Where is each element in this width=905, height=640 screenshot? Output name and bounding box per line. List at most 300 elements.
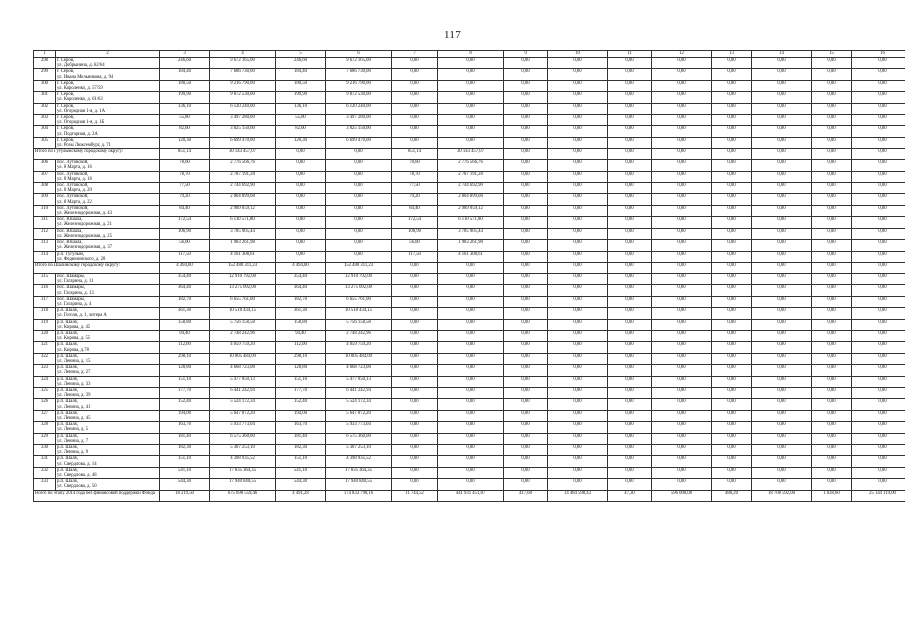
value-cell: 0,00: [608, 171, 652, 182]
value-cell: 2 748 242,96: [326, 330, 392, 341]
value-cell: 0,00: [504, 149, 548, 160]
value-cell: 0,00: [608, 92, 652, 103]
value-cell: 0,00: [548, 240, 608, 251]
value-cell: 0,00: [852, 262, 905, 273]
value-cell: 0,00: [548, 115, 608, 126]
value-cell: 0,00: [752, 183, 812, 194]
address-cell: [56, 399, 160, 410]
street-address: ул. Ленина, д. 15: [57, 358, 91, 364]
value-cell: 0,00: [608, 319, 652, 330]
value-cell: 0,00: [852, 399, 905, 410]
value-cell: 0,00: [608, 69, 652, 80]
value-cell: 0,00: [652, 240, 712, 251]
value-cell: 0,00: [752, 387, 812, 398]
value-cell: 112,00: [276, 342, 326, 353]
value-cell: 11 744,52: [392, 490, 438, 501]
value-cell: 0,00: [504, 251, 548, 262]
value-cell: 0,00: [812, 69, 852, 80]
value-cell: 82,60: [160, 126, 210, 137]
value-cell: 5 756 158,58: [210, 319, 276, 330]
value-cell: 0,00: [812, 160, 852, 171]
value-cell: 0,00: [752, 126, 812, 137]
address-cell: [56, 171, 160, 182]
value-cell: 0,00: [608, 342, 652, 353]
table-row: [34, 273, 905, 284]
value-cell: 298,10: [276, 353, 326, 364]
value-cell: 0,00: [852, 285, 905, 296]
value-cell: 163,70: [160, 422, 210, 433]
settlement-name: р.п. Шаля,: [57, 445, 78, 450]
settlement-name: г. Серов,: [57, 137, 75, 143]
value-cell: 0,00: [752, 58, 812, 69]
street-address: ул. Кирова, д. 45: [57, 324, 91, 330]
value-cell: 0,00: [852, 273, 905, 284]
value-cell: 136,10: [276, 103, 326, 114]
value-cell: 0,00: [548, 183, 608, 194]
table-row: [34, 342, 905, 353]
value-cell: 0,00: [504, 115, 548, 126]
table-row: [34, 80, 905, 91]
value-cell: 0,00: [652, 58, 712, 69]
value-cell: 0,00: [548, 205, 608, 216]
value-cell: 18 708 592,00: [752, 490, 812, 501]
value-cell: 0,00: [752, 445, 812, 456]
value-cell: 151,10: [160, 376, 210, 387]
value-cell: 0,00: [326, 251, 392, 262]
value-cell: 3 785 905,44: [438, 228, 504, 239]
page-number: 117: [444, 29, 461, 41]
address-cell: [56, 445, 160, 456]
value-cell: 0,00: [608, 262, 652, 273]
value-cell: 106,90: [392, 228, 438, 239]
column-number-header: 8: [438, 51, 504, 58]
value-cell: 364,40: [276, 285, 326, 296]
value-cell: 0,00: [752, 285, 812, 296]
settlement-name: р.п. Шаля,: [57, 319, 78, 325]
value-cell: 6 575 360,00: [326, 433, 392, 444]
value-cell: 0,00: [852, 410, 905, 421]
value-cell: 0,00: [812, 422, 852, 433]
value-cell: 10 518 434,15: [326, 308, 392, 319]
value-cell: 0,00: [712, 262, 752, 273]
value-cell: 0,00: [752, 422, 812, 433]
value-cell: 0,00: [712, 92, 752, 103]
value-cell: 0,00: [852, 69, 905, 80]
value-cell: 0,00: [652, 479, 712, 490]
value-cell: 0,00: [812, 456, 852, 467]
street-address: ул. 8 Марта, д. 16: [57, 165, 92, 171]
value-cell: 0,00: [326, 228, 392, 239]
value-cell: 6 110 571,80: [210, 217, 276, 228]
value-cell: 0,00: [812, 365, 852, 376]
value-cell: 0,00: [504, 467, 548, 478]
value-cell: 0,00: [712, 433, 752, 444]
street-address: ул. Железнодорожная, д. 43: [57, 211, 112, 217]
settlement-name: г. Серов,: [57, 103, 75, 109]
value-cell: 194,00: [160, 410, 210, 421]
value-cell: 2 787 191,28: [210, 171, 276, 182]
row-number: 307: [34, 171, 56, 182]
address-cell: [56, 319, 160, 330]
settlement-name: г. Серов,: [57, 92, 75, 98]
value-cell: 0,00: [712, 273, 752, 284]
value-cell: 0,00: [608, 353, 652, 364]
value-cell: 3 497 280,00: [326, 115, 392, 126]
settlement-name: р.п. Шаля,: [57, 376, 78, 382]
value-cell: 0,00: [752, 149, 812, 160]
value-cell: 4 059 759,20: [210, 342, 276, 353]
column-number-header: 15: [812, 51, 852, 58]
value-cell: 0,00: [392, 399, 438, 410]
address-cell: [56, 285, 160, 296]
address-cell: [56, 467, 160, 478]
value-cell: 0,00: [752, 273, 812, 284]
value-cell: 0,00: [392, 342, 438, 353]
value-cell: 0,00: [608, 58, 652, 69]
value-cell: 0,00: [392, 467, 438, 478]
value-cell: 12 910 792,00: [326, 273, 392, 284]
value-cell: 2 744 692,90: [438, 183, 504, 194]
value-cell: 0,00: [504, 228, 548, 239]
value-cell: 0,00: [326, 240, 392, 251]
value-cell: 0,00: [608, 137, 652, 148]
value-cell: 56,00: [392, 240, 438, 251]
value-cell: 0,00: [276, 217, 326, 228]
value-cell: 0,00: [812, 445, 852, 456]
address-cell: [56, 217, 160, 228]
value-cell: 0,00: [852, 205, 905, 216]
row-number: 321: [34, 342, 56, 353]
value-cell: 0,00: [438, 456, 504, 467]
value-cell: 0,00: [652, 467, 712, 478]
address-cell: [56, 433, 160, 444]
value-cell: 0,00: [276, 160, 326, 171]
value-cell: 0,00: [652, 319, 712, 330]
value-cell: 30 143 457,07: [210, 149, 276, 160]
address-cell: [56, 115, 160, 126]
value-cell: 544,30: [276, 479, 326, 490]
table-row: [34, 194, 905, 205]
value-cell: 106,90: [160, 228, 210, 239]
row-number: 313: [34, 240, 56, 251]
settlement-name: пос. Шамары,: [57, 273, 85, 279]
value-cell: 0,00: [438, 58, 504, 69]
row-number: 324: [34, 376, 56, 387]
value-cell: 5 307 253,10: [326, 445, 392, 456]
settlement-name: г. Серов,: [57, 69, 75, 75]
value-cell: 0,00: [608, 445, 652, 456]
value-cell: 0,00: [548, 126, 608, 137]
value-cell: 0,00: [752, 319, 812, 330]
value-cell: 0,00: [712, 183, 752, 194]
column-number-header: 14: [752, 51, 812, 58]
value-cell: 0,00: [504, 205, 548, 216]
value-cell: 9 672 165,00: [326, 58, 392, 69]
value-cell: 0,00: [392, 376, 438, 387]
street-address: ул. Федюнинского, д. 28: [57, 256, 106, 262]
value-cell: 0,00: [752, 479, 812, 490]
row-number: 319: [34, 319, 56, 330]
value-cell: 199,90: [276, 92, 326, 103]
value-cell: 0,00: [812, 410, 852, 421]
value-cell: 0,00: [548, 103, 608, 114]
row-number: 323: [34, 365, 56, 376]
value-cell: 0,00: [852, 217, 905, 228]
table-row: [34, 376, 905, 387]
value-cell: 0,00: [752, 240, 812, 251]
value-cell: 0,00: [652, 69, 712, 80]
value-cell: 78,70: [160, 171, 210, 182]
settlement-name: пос. Шамары,: [57, 285, 85, 291]
value-cell: 7 686 730,00: [326, 69, 392, 80]
value-cell: 0,00: [812, 308, 852, 319]
value-cell: 0,00: [652, 273, 712, 284]
street-address: ул. Железнодорожная, д. 37: [57, 245, 112, 251]
value-cell: 0,00: [504, 273, 548, 284]
value-cell: 0,00: [752, 399, 812, 410]
value-cell: 0,00: [812, 171, 852, 182]
table-row: [34, 296, 905, 307]
table-row: [34, 103, 905, 114]
value-cell: 0,00: [504, 194, 548, 205]
value-cell: 675 698 559,46: [210, 490, 276, 501]
value-cell: 0,00: [712, 103, 752, 114]
value-cell: 0,00: [652, 285, 712, 296]
value-cell: 0,00: [438, 285, 504, 296]
value-cell: 0,00: [712, 251, 752, 262]
value-cell: 0,00: [504, 80, 548, 91]
address-cell: [56, 103, 160, 114]
value-cell: 10 805 484,09: [210, 353, 276, 364]
value-cell: 0,00: [712, 467, 752, 478]
row-number: 328: [34, 422, 56, 433]
address-cell: [56, 330, 160, 341]
address-cell: [56, 365, 160, 376]
street-address: ул. Ленина, д. 27: [57, 370, 91, 376]
value-cell: 0,00: [752, 467, 812, 478]
row-number: 302: [34, 103, 56, 114]
table-row: [34, 422, 905, 433]
value-cell: 9 672 165,00: [210, 58, 276, 69]
value-cell: 78,60: [160, 160, 210, 171]
table-row: [34, 137, 905, 148]
value-cell: 4 491,28: [276, 490, 326, 501]
value-cell: 0,00: [548, 433, 608, 444]
value-cell: 128,80: [160, 365, 210, 376]
value-cell: 0,00: [438, 273, 504, 284]
value-cell: 0,00: [852, 103, 905, 114]
value-cell: 5 756 158,58: [326, 319, 392, 330]
value-cell: 0,00: [608, 387, 652, 398]
value-cell: 0,00: [326, 171, 392, 182]
address-cell: [56, 194, 160, 205]
settlement-name: пос. Шамары,: [57, 296, 85, 302]
value-cell: 0,00: [326, 205, 392, 216]
value-cell: 0,00: [712, 69, 752, 80]
value-cell: 0,00: [712, 479, 752, 490]
table-row: [34, 126, 905, 137]
address-cell: [56, 308, 160, 319]
value-cell: 0,00: [652, 103, 712, 114]
column-number-header: 6: [326, 51, 392, 58]
value-cell: 5 647 872,20: [326, 410, 392, 421]
value-cell: 0,00: [438, 433, 504, 444]
table-header: [34, 51, 905, 58]
value-cell: 6 441 242,94: [210, 387, 276, 398]
header-row: [34, 51, 905, 58]
value-cell: 0,00: [504, 69, 548, 80]
value-cell: 0,00: [608, 194, 652, 205]
value-cell: 6 441 242,94: [326, 387, 392, 398]
address-cell: [56, 376, 160, 387]
value-cell: 0,00: [438, 319, 504, 330]
value-cell: 0,00: [712, 445, 752, 456]
value-cell: 172,54: [392, 217, 438, 228]
value-cell: 0,00: [548, 456, 608, 467]
value-cell: 6 575 360,00: [210, 433, 276, 444]
value-cell: 0,00: [652, 80, 712, 91]
value-cell: 0,00: [812, 273, 852, 284]
value-cell: 2 989 059,12: [210, 205, 276, 216]
table-row: [34, 92, 905, 103]
value-cell: 361,30: [160, 308, 210, 319]
value-cell: 0,00: [852, 296, 905, 307]
address-cell: [56, 422, 160, 433]
value-cell: 0,00: [504, 183, 548, 194]
table-row: [34, 217, 905, 228]
settlement-name: р.п. Шаля,: [57, 387, 78, 393]
value-cell: 84,40: [392, 205, 438, 216]
value-cell: 0,00: [652, 92, 712, 103]
value-cell: 0,00: [504, 422, 548, 433]
settlement-name: р.п. Шаля,: [57, 467, 78, 473]
value-cell: 1 983 261,98: [438, 240, 504, 251]
row-number: 333: [34, 479, 56, 490]
value-cell: 0,00: [852, 251, 905, 262]
value-cell: 0,00: [812, 251, 852, 262]
settlement-name: р.п. Шаля,: [57, 342, 78, 348]
address-cell: [56, 273, 160, 284]
street-address: ул. Гагарина, д. 13: [57, 290, 94, 296]
value-cell: 0,00: [504, 137, 548, 148]
value-cell: 5 933 773,04: [326, 422, 392, 433]
housing-program-table: [33, 50, 905, 502]
value-cell: 0,00: [504, 353, 548, 364]
value-cell: 0,00: [652, 456, 712, 467]
value-cell: 0,00: [548, 410, 608, 421]
table-row: [34, 285, 905, 296]
value-cell: 0,00: [812, 285, 852, 296]
value-cell: 0,00: [712, 194, 752, 205]
value-cell: 4 494,00: [276, 262, 326, 273]
value-cell: 120,30: [276, 137, 326, 148]
value-cell: 0,00: [652, 183, 712, 194]
value-cell: 0,00: [276, 251, 326, 262]
value-cell: 12 910 792,00: [210, 273, 276, 284]
street-address: ул. 8 Марта, д. 18: [57, 176, 92, 182]
value-cell: 0,00: [548, 330, 608, 341]
row-number: 331: [34, 456, 56, 467]
table-row: [34, 228, 905, 239]
value-cell: 0,00: [652, 376, 712, 387]
value-cell: 0,00: [652, 251, 712, 262]
value-cell: 56,00: [160, 240, 210, 251]
value-cell: 0,00: [608, 308, 652, 319]
value-cell: 0,00: [548, 376, 608, 387]
value-cell: 0,00: [326, 217, 392, 228]
value-cell: 0,00: [548, 319, 608, 330]
value-cell: 0,00: [652, 171, 712, 182]
value-cell: 0,00: [852, 80, 905, 91]
value-cell: 174 833 798,16: [326, 490, 392, 501]
value-cell: 4 398 935,52: [326, 456, 392, 467]
value-cell: 0,00: [812, 342, 852, 353]
value-cell: 55,80: [160, 115, 210, 126]
value-cell: 0,00: [712, 228, 752, 239]
value-cell: 0,00: [812, 149, 852, 160]
value-cell: 184,40: [276, 69, 326, 80]
value-cell: 4 668 723,08: [210, 365, 276, 376]
value-cell: 0,00: [326, 149, 392, 160]
settlement-name: р.п. Шаля,: [57, 433, 78, 439]
value-cell: 6 120 240,00: [210, 103, 276, 114]
value-cell: 298,10: [160, 353, 210, 364]
value-cell: 0,00: [712, 80, 752, 91]
value-cell: 5 477 050,13: [210, 376, 276, 387]
table-body: [34, 58, 905, 502]
street-address: ул. 8 Марта, д. 20: [57, 188, 92, 194]
subtotal-row: [34, 490, 905, 501]
value-cell: 0,00: [652, 422, 712, 433]
value-cell: 0,00: [712, 160, 752, 171]
value-cell: 152,40: [276, 399, 326, 410]
value-cell: 0,00: [392, 308, 438, 319]
settlement-name: р.п. Шаля,: [57, 308, 78, 314]
value-cell: 0,00: [392, 479, 438, 490]
value-cell: 0,00: [712, 240, 752, 251]
value-cell: 0,00: [852, 92, 905, 103]
value-cell: 0,00: [812, 137, 852, 148]
value-cell: 0,00: [438, 308, 504, 319]
value-cell: 0,00: [852, 365, 905, 376]
value-cell: 0,00: [548, 194, 608, 205]
value-cell: 0,00: [752, 353, 812, 364]
value-cell: 246,60: [276, 58, 326, 69]
value-cell: 0,00: [392, 445, 438, 456]
value-cell: 0,00: [504, 308, 548, 319]
table-row: [34, 115, 905, 126]
column-number-header: 9: [504, 51, 548, 58]
value-cell: 4 494,00: [160, 262, 210, 273]
value-cell: 0,00: [608, 160, 652, 171]
value-cell: 0,00: [548, 217, 608, 228]
address-cell: [56, 183, 160, 194]
value-cell: 0,00: [812, 479, 852, 490]
value-cell: 0,00: [326, 160, 392, 171]
column-number-header: 4: [210, 51, 276, 58]
value-cell: 3 497 280,00: [210, 115, 276, 126]
value-cell: 0,00: [752, 330, 812, 341]
street-address: ул. Добрынина, д. 62/64: [57, 63, 105, 69]
value-cell: 0,00: [438, 376, 504, 387]
settlement-name: пос. Лутовской,: [57, 205, 89, 211]
value-cell: 0,00: [652, 149, 712, 160]
value-cell: 0,00: [712, 171, 752, 182]
value-cell: 0,00: [712, 456, 752, 467]
value-cell: 181,40: [160, 433, 210, 444]
value-cell: 0,00: [812, 92, 852, 103]
value-cell: 0,00: [504, 399, 548, 410]
